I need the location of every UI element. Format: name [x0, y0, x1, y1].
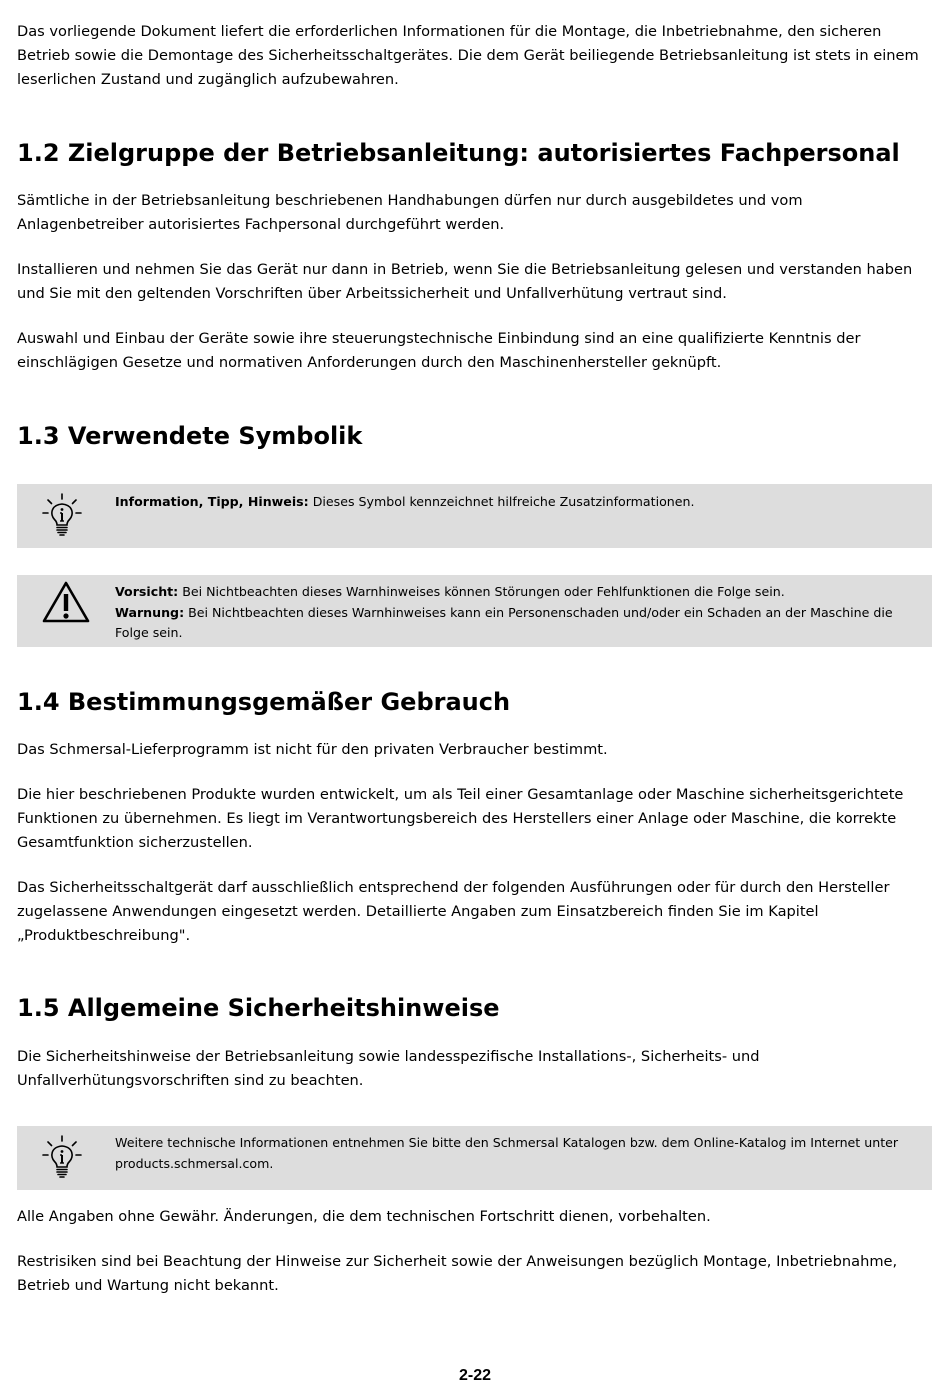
section-1-5-heading: 1.5 Allgemeine Sicherheitshinweise — [17, 994, 500, 1022]
section-1-5-paragraph-1: Die Sicherheitshinweise der Betriebsanleitung sowie landesspezifische Installations-, Sicherheits- und Unfallverhütungsvorschriften sind zu beachten. — [17, 1048, 760, 1089]
lightbulb-icon — [39, 1134, 85, 1184]
catalog-info-notice — [17, 1126, 932, 1190]
section-1-2-paragraph-2: Installieren und nehmen Sie das Gerät nur dann in Betrieb, wenn Sie die Betriebsanleitung gelesen und verstanden haben und Sie mit den geltenden Vorschriften über Arbeitssicherheit und Unfallverhütung vertraut sind. — [17, 261, 913, 302]
section-1-4-paragraph-1: Das Schmersal-Lieferprogramm ist nicht für den privaten Verbraucher bestimmt. — [17, 741, 608, 758]
info-notice — [17, 484, 932, 548]
catalog-info-text: Weitere technische Informationen entnehmen Sie bitte den Schmersal Katalogen bzw. dem Online-Katalog im Internet unter products.schmersal.com. — [115, 1135, 899, 1171]
section-1-4-heading: 1.4 Bestimmungsgemäßer Gebrauch — [17, 688, 511, 716]
warning-notice — [17, 575, 932, 647]
section-1-5-paragraph-3: Restrisiken sind bei Beachtung der Hinweise zur Sicherheit sowie der Anweisungen bezüglich Montage, Inbetriebnahme, Betrieb und Wartung nicht bekannt. — [17, 1253, 898, 1294]
section-1-5-paragraph-2: Alle Angaben ohne Gewähr. Änderungen, die dem technischen Fortschritt dienen, vorbehalten. — [17, 1208, 711, 1225]
info-notice-body: Dieses Symbol kennzeichnet hilfreiche Zusatzinformationen. — [308, 494, 695, 509]
section-1-4-paragraph-2: Die hier beschriebenen Produkte wurden entwickelt, um als Teil einer Gesamtanlage oder Maschine sicherheitsgerichtete Funktionen zu übernehmen. Es liegt im Verantwortungsbereich des Herstellers einer Anlage oder Maschine, die korrekte Gesamtfunktion sicherzustellen. — [17, 786, 904, 851]
caution-text: Bei Nichtbeachten dieses Warnhinweises können Störungen oder Fehlfunktionen die Folge sein. — [178, 584, 785, 599]
info-notice-label: Information, Tipp, Hinweis: — [115, 494, 309, 509]
warning-triangle-icon — [41, 579, 91, 629]
section-1-2-paragraph-1: Sämtliche in der Betriebsanleitung beschriebenen Handhabungen dürfen nur durch ausgebildetes und vom Anlagenbetreiber autorisiertes Fachpersonal durchgeführt werden. — [17, 192, 803, 233]
section-1-3-heading: 1.3 Verwendete Symbolik — [17, 422, 363, 450]
page-number: 2-22 — [458, 1367, 492, 1384]
lightbulb-icon — [39, 492, 85, 542]
intro-paragraph: Das vorliegende Dokument liefert die erforderlichen Informationen für die Montage, die Inbetriebnahme, den sicheren Betrieb sowie die Demontage des Sicherheitsschaltgerätes. Die dem Gerät beiliegende Betriebsanleitung ist stets in einem leserlichen Zustand und zugänglich aufzubewahren. — [17, 23, 919, 88]
warning-notice-text — [115, 582, 922, 644]
section-1-4-paragraph-3: Das Sicherheitsschaltgerät darf ausschließlich entsprechend der folgenden Ausführungen oder für durch den Hersteller zugelassene Anwendungen eingesetzt werden. Detaillierte Angaben zum Einsatzbereich finden Sie im Kapitel „Produktbeschreibung". — [17, 879, 890, 944]
warning-label: Warnung: — [115, 604, 185, 620]
caution-label: Vorsicht: — [115, 584, 179, 599]
section-1-2-paragraph-3: Auswahl und Einbau der Geräte sowie ihre steuerungstechnische Einbindung sind an eine qualifizierte Kenntnis der einschlägigen Gesetze und normativen Anforderungen durch den Maschinenhersteller geknüpft. — [17, 330, 861, 371]
info-notice-text — [115, 492, 922, 513]
section-1-2-heading: 1.2 Zielgruppe der Betriebsanleitung: autorisiertes Fachpersonal — [17, 139, 900, 167]
warning-text: Bei Nichtbeachten dieses Warnhinweises kann ein Personenschaden und/oder ein Schaden an der Maschine die Folge sein. — [115, 604, 893, 640]
